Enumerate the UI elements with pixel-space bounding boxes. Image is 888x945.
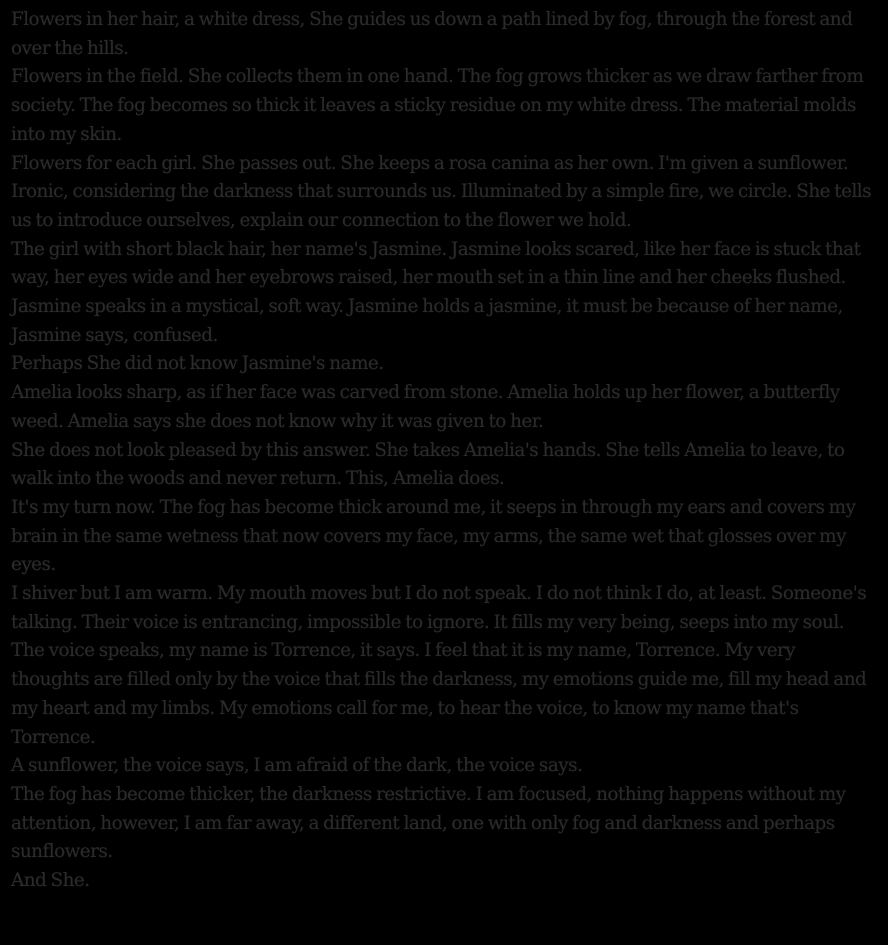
paragraph: Perhaps She did not know Jasmine's name.	[11, 353, 384, 375]
paragraph: Flowers for each girl. She passes out. She keeps a rosa canina as her own. I'm given a sunflower. Ironic, considering the darkness that surrounds us. Illuminated by a simple fire, we circle. She tells us to introduce ourselves, explain our connection to the flower we hold.	[11, 152, 872, 231]
paragraph: And She.	[11, 870, 90, 892]
paragraph: A sunflower, the voice says, I am afraid of the dark, the voice says.	[11, 755, 583, 777]
paragraph: The fog has become thicker, the darkness restrictive. I am focused, nothing happens without my attention, however, I am far away, a different land, one with only fog and darkness and perhaps sunflowers.	[11, 783, 846, 863]
paragraph: Flowers in her hair, a white dress, She guides us down a path lined by fog, through the forest and over the hills.	[11, 9, 853, 59]
paragraph: Flowers in the field. She collects them in one hand. The fog grows thicker as we draw farther from society. The fog becomes so thick it leaves a sticky residue on my white dress. The material molds into my skin.	[11, 66, 864, 145]
paragraph: It's my turn now. The fog has become thick around me, it seeps in through my ears and covers my brain in the same wetness that now covers my face, my arms, the same wet that glosses over my eyes.	[11, 496, 856, 576]
paragraph: Amelia looks sharp, as if her face was carved from stone. Amelia holds up her flower, a butterfly weed. Amelia says she does not know why it was given to her.	[11, 382, 840, 432]
paragraph: The girl with short black hair, her name's Jasmine. Jasmine looks scared, like her face is stuck that way, her eyes wide and her eyebrows raised, her mouth set in a thin line and her cheeks flushed. Jasmine speaks in a mystical, soft way. Jasmine holds a jasmine, it must be because of her name, Jasmine says, confused.	[11, 238, 861, 346]
paragraph: She does not look pleased by this answer. She takes Amelia's hands. She tells Amelia to leave, to walk into the woods and never return. This, Amelia does.	[11, 439, 845, 490]
paragraph: I shiver but I am warm. My mouth moves but I do not speak. I do not think I do, at least. Someone's talking. Their voice is entrancing, impossible to ignore. It fills my very being, seeps into my soul. The voice speaks, my name is Torrence, it says. I feel that it is my name, Torrence. My very thoughts are filled only by the voice that fills the darkness, my emotions guide me, fill my head and my heart and my limbs. My emotions call for me, to hear the voice, to know my name that's Torrence.	[11, 583, 867, 748]
